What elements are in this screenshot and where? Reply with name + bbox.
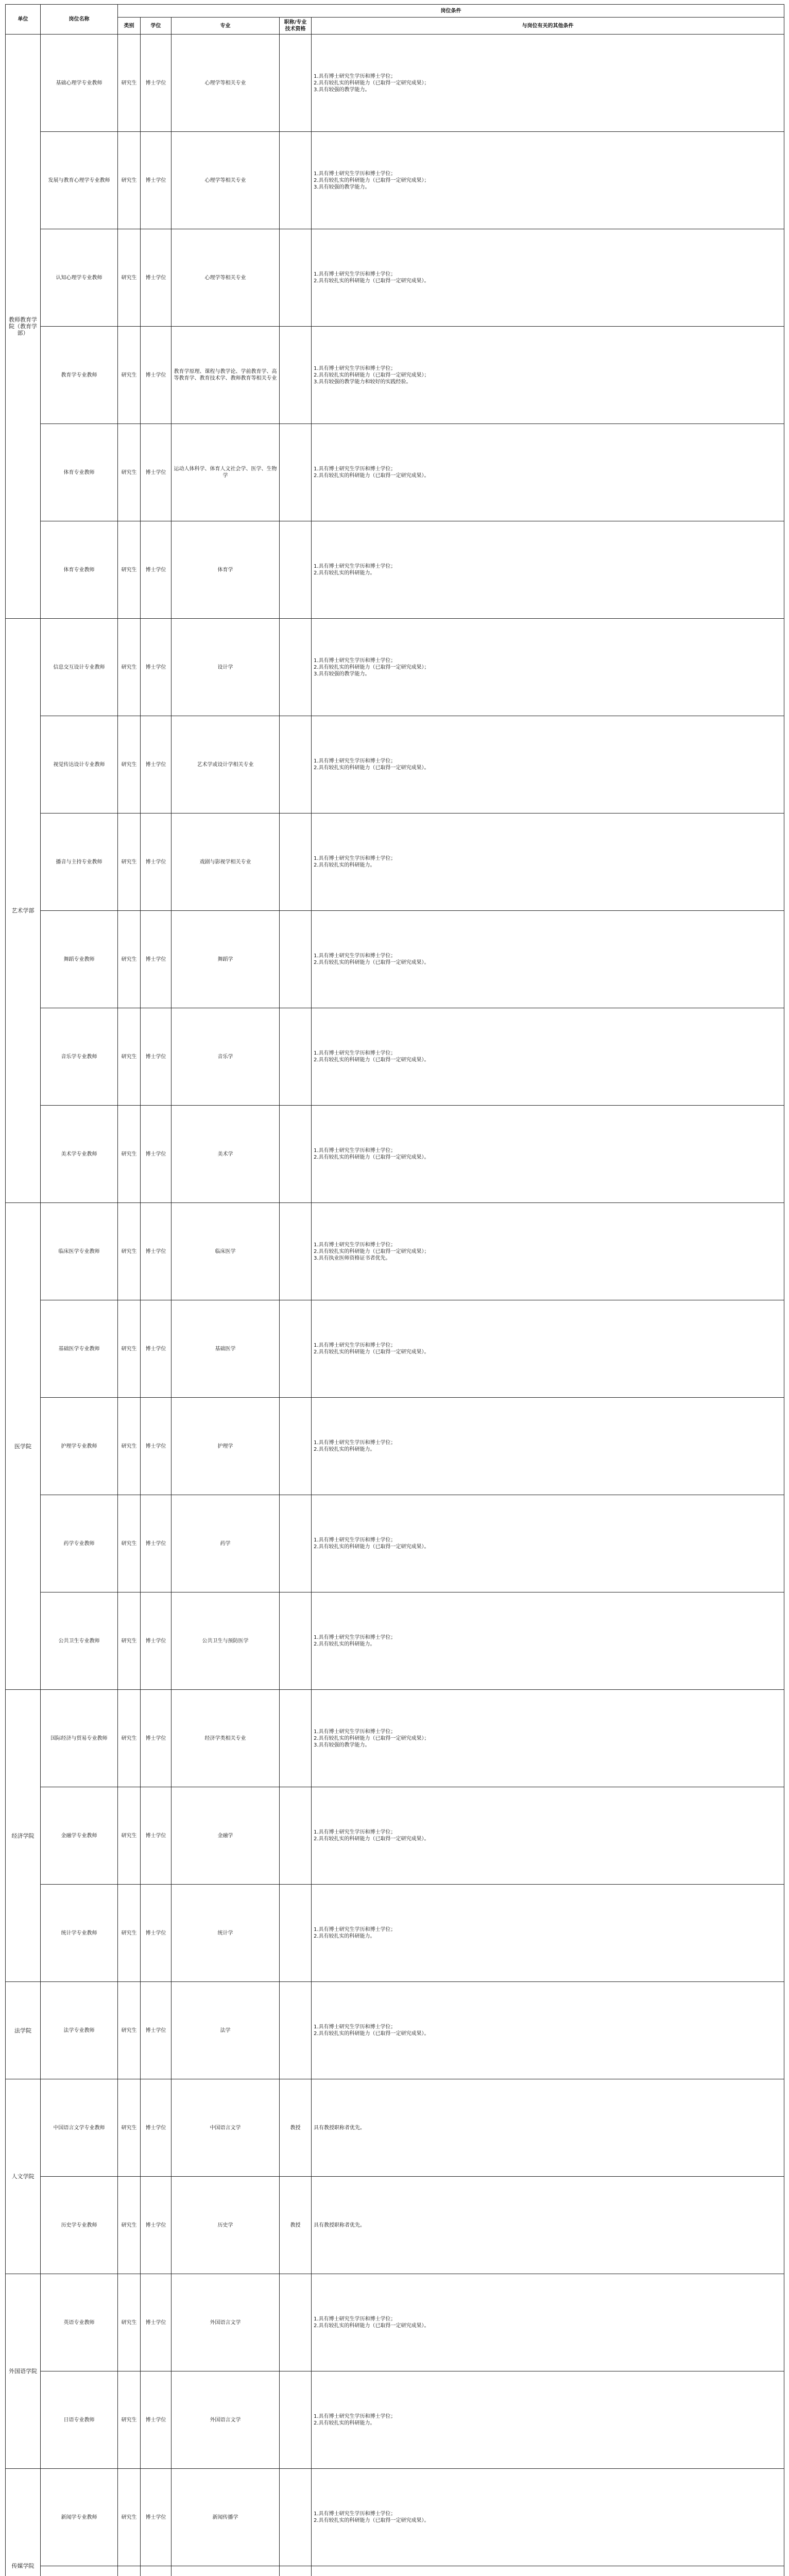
cell-title xyxy=(280,1106,312,1203)
cell-position: 法学专业教师 xyxy=(41,1982,118,2079)
table-row xyxy=(6,521,784,619)
cell-category: 研究生 xyxy=(118,132,141,229)
cell-category: 研究生 xyxy=(118,521,141,619)
cell-major: 音乐学 xyxy=(171,1008,280,1106)
cell-major: 教育学原理、课程与教学论、学前教育学、高等教育学、教育技术学、教师教育等相关专业 xyxy=(171,327,280,424)
cell-category: 研究生 xyxy=(118,1787,141,1885)
cell-degree: 博士学位 xyxy=(141,1495,171,1592)
table-row xyxy=(6,814,784,911)
cell-category: 研究生 xyxy=(118,911,141,1008)
cell-other-conditions: 1.具有博士研究生学历和博士学位； 2.具有较扎实的科研能力（已取得一定研究成果）。 xyxy=(312,1008,784,1106)
cell-title xyxy=(280,1495,312,1592)
cell-other-conditions: 1.具有博士研究生学历和博士学位； 2.具有较扎实的科研能力（已取得一定研究成果）。 xyxy=(312,2274,784,2371)
cell-title xyxy=(280,2566,312,2576)
cell-category: 研究生 xyxy=(118,2469,141,2566)
cell-degree: 博士学位 xyxy=(141,2079,171,2177)
cell-category xyxy=(118,2566,141,2576)
cell-category: 研究生 xyxy=(118,1495,141,1592)
header-conditions-group: 岗位条件 xyxy=(118,5,784,18)
cell-major: 历史学 xyxy=(171,2177,280,2274)
cell-category: 研究生 xyxy=(118,229,141,327)
cell-degree: 博士学位 xyxy=(141,619,171,716)
table-row xyxy=(6,424,784,521)
cell-position: 视觉传达设计专业教师 xyxy=(41,716,118,814)
cell-major: 心理学等相关专业 xyxy=(171,229,280,327)
cell-degree: 博士学位 xyxy=(141,327,171,424)
cell-unit: 艺术学部 xyxy=(6,619,41,1203)
cell-category: 研究生 xyxy=(118,1885,141,1982)
cell-position: 教育学专业教师 xyxy=(41,327,118,424)
cell-category: 研究生 xyxy=(118,1592,141,1690)
cell-other-conditions: 1.具有博士研究生学历和博士学位； 2.具有较扎实的科研能力（已取得一定研究成果）。 xyxy=(312,424,784,521)
cell-position: 药学专业教师 xyxy=(41,1495,118,1592)
cell-other-conditions: 1.具有博士研究生学历和博士学位； 2.具有较扎实的科研能力（已取得一定研究成果）； 3.具有执业医师资格证书者优先。 xyxy=(312,1203,784,1300)
cell-category: 研究生 xyxy=(118,2274,141,2371)
cell-title xyxy=(280,911,312,1008)
cell-other-conditions: 1.具有博士研究生学历和博士学位； 2.具有较扎实的科研能力。 xyxy=(312,1885,784,1982)
cell-unit: 教师教育学院（教育学部） xyxy=(6,35,41,619)
cell-other-conditions: 1.具有博士研究生学历和博士学位； 2.具有较扎实的科研能力（已取得一定研究成果）。 xyxy=(312,229,784,327)
cell-category: 研究生 xyxy=(118,716,141,814)
table-row xyxy=(6,1885,784,1982)
cell-other-conditions: 1.具有博士研究生学历和博士学位； 2.具有较扎实的科研能力。 xyxy=(312,1398,784,1495)
cell-degree: 博士学位 xyxy=(141,1008,171,1106)
cell-category: 研究生 xyxy=(118,2079,141,2177)
cell-category: 研究生 xyxy=(118,1008,141,1106)
header-category: 类别 xyxy=(118,18,141,35)
cell-unit: 经济学院 xyxy=(6,1690,41,1982)
cell-category: 研究生 xyxy=(118,1690,141,1787)
header-title: 职称/专业技术资格 xyxy=(280,18,312,35)
cell-position: 临床医学专业教师 xyxy=(41,1203,118,1300)
table-row xyxy=(6,2566,784,2576)
cell-major: 经济学类相关专业 xyxy=(171,1690,280,1787)
cell-title xyxy=(280,132,312,229)
table-row xyxy=(6,1495,784,1592)
table-row xyxy=(6,911,784,1008)
cell-degree: 博士学位 xyxy=(141,2274,171,2371)
cell-degree: 博士学位 xyxy=(141,1106,171,1203)
cell-position: 基础医学专业教师 xyxy=(41,1300,118,1398)
cell-major: 戏剧与影视学相关专业 xyxy=(171,814,280,911)
table-row xyxy=(6,1106,784,1203)
cell-degree: 博士学位 xyxy=(141,1690,171,1787)
cell-degree: 博士学位 xyxy=(141,229,171,327)
cell-title xyxy=(280,2469,312,2566)
cell-other-conditions: 具有教授职称者优先。 xyxy=(312,2079,784,2177)
cell-other-conditions: 1.具有博士研究生学历和博士学位； 2.具有较扎实的科研能力（已取得一定研究成果）； 3.具有较强的教学能力。 xyxy=(312,132,784,229)
cell-title xyxy=(280,716,312,814)
cell-title xyxy=(280,1982,312,2079)
table-row xyxy=(6,1398,784,1495)
cell-degree: 博士学位 xyxy=(141,814,171,911)
cell-category: 研究生 xyxy=(118,327,141,424)
cell-unit: 传媒学院 xyxy=(6,2469,41,2576)
cell-title xyxy=(280,619,312,716)
cell-major: 艺术学或设计学相关专业 xyxy=(171,716,280,814)
cell-title xyxy=(280,814,312,911)
cell-major: 设计学 xyxy=(171,619,280,716)
cell-position: 舞蹈专业教师 xyxy=(41,911,118,1008)
table-row xyxy=(6,35,784,132)
header-position: 岗位名称 xyxy=(41,5,118,35)
table-row xyxy=(6,2371,784,2469)
table-row xyxy=(6,2177,784,2274)
cell-major: 外国语言文学 xyxy=(171,2274,280,2371)
cell-title xyxy=(280,1787,312,1885)
cell-title xyxy=(280,1885,312,1982)
cell-title xyxy=(280,521,312,619)
cell-other-conditions: 1.具有博士研究生学历和博士学位； 2.具有较扎实的科研能力。 xyxy=(312,814,784,911)
cell-degree: 博士学位 xyxy=(141,1398,171,1495)
table-row xyxy=(6,1203,784,1300)
cell-position: 金融学专业教师 xyxy=(41,1787,118,1885)
cell-major: 新闻传播学 xyxy=(171,2469,280,2566)
cell-position: 体育专业教师 xyxy=(41,521,118,619)
table-row xyxy=(6,2079,784,2177)
cell-major: 护理学 xyxy=(171,1398,280,1495)
cell-category: 研究生 xyxy=(118,619,141,716)
cell-title xyxy=(280,1203,312,1300)
cell-position: 信息交互设计专业教师 xyxy=(41,619,118,716)
cell-degree: 博士学位 xyxy=(141,1787,171,1885)
cell-title xyxy=(280,229,312,327)
table-row xyxy=(6,619,784,716)
cell-major: 运动人体科学、体育人文社会学、医学、生物学 xyxy=(171,424,280,521)
cell-degree: 博士学位 xyxy=(141,35,171,132)
cell-degree: 博士学位 xyxy=(141,2469,171,2566)
cell-position: 体育专业教师 xyxy=(41,424,118,521)
cell-major: 药学 xyxy=(171,1495,280,1592)
cell-other-conditions: 1.具有博士研究生学历和博士学位； 2.具有较扎实的科研能力。 xyxy=(312,521,784,619)
cell-category: 研究生 xyxy=(118,1203,141,1300)
cell-position: 公共卫生专业教师 xyxy=(41,1592,118,1690)
cell-unit: 法学院 xyxy=(6,1982,41,2079)
cell-other-conditions: 1.具有博士研究生学历和博士学位； 2.具有较扎实的科研能力（已取得一定研究成果）。 xyxy=(312,2469,784,2566)
cell-degree: 博士学位 xyxy=(141,1982,171,2079)
cell-category: 研究生 xyxy=(118,424,141,521)
cell-major: 统计学 xyxy=(171,1885,280,1982)
table-row xyxy=(6,1787,784,1885)
cell-major: 心理学等相关专业 xyxy=(171,35,280,132)
header-degree: 学位 xyxy=(141,18,171,35)
table-row xyxy=(6,1982,784,2079)
header-other: 与岗位有关的其他条件 xyxy=(312,18,784,35)
cell-other-conditions: 1.具有博士研究生学历和博士学位； 2.具有较扎实的科研能力（已取得一定研究成果）； 3.具有较强的教学能力和较好的实践经验。 xyxy=(312,327,784,424)
cell-unit: 医学院 xyxy=(6,1203,41,1690)
cell-title xyxy=(280,1690,312,1787)
cell-position: 日语专业教师 xyxy=(41,2371,118,2469)
cell-category: 研究生 xyxy=(118,35,141,132)
table-row xyxy=(6,2469,784,2566)
table-row xyxy=(6,132,784,229)
cell-other-conditions: 1.具有博士研究生学历和博士学位； 2.具有较扎实的科研能力（已取得一定研究成果）； 3.具有较强的教学能力。 xyxy=(312,1690,784,1787)
cell-other-conditions: 1.具有博士研究生学历和博士学位； 2.具有较扎实的科研能力（已取得一定研究成果）。 xyxy=(312,1300,784,1398)
cell-degree: 博士学位 xyxy=(141,2371,171,2469)
cell-degree xyxy=(141,2566,171,2576)
cell-degree: 博士学位 xyxy=(141,521,171,619)
header-major: 专业 xyxy=(171,18,280,35)
cell-position xyxy=(41,2566,118,2576)
cell-major: 舞蹈学 xyxy=(171,911,280,1008)
cell-title xyxy=(280,1592,312,1690)
cell-position: 认知心理学专业教师 xyxy=(41,229,118,327)
cell-title xyxy=(280,1008,312,1106)
cell-major: 中国语言文学 xyxy=(171,2079,280,2177)
cell-position: 发展与教育心理学专业教师 xyxy=(41,132,118,229)
recruitment-table xyxy=(5,4,784,2576)
cell-position: 音乐学专业教师 xyxy=(41,1008,118,1106)
cell-degree: 博士学位 xyxy=(141,1300,171,1398)
cell-position: 历史学专业教师 xyxy=(41,2177,118,2274)
table-row xyxy=(6,229,784,327)
cell-major: 公共卫生与预防医学 xyxy=(171,1592,280,1690)
table-row xyxy=(6,1690,784,1787)
cell-position: 中国语言文学专业教师 xyxy=(41,2079,118,2177)
cell-degree: 博士学位 xyxy=(141,424,171,521)
cell-major: 外国语言文学 xyxy=(171,2371,280,2469)
cell-title xyxy=(280,1398,312,1495)
cell-degree: 博士学位 xyxy=(141,911,171,1008)
cell-other-conditions: 1.具有博士研究生学历和博士学位； 2.具有较扎实的科研能力（已取得一定研究成果）。 xyxy=(312,1982,784,2079)
cell-position: 新闻学专业教师 xyxy=(41,2469,118,2566)
cell-title xyxy=(280,424,312,521)
cell-major: 体育学 xyxy=(171,521,280,619)
cell-degree: 博士学位 xyxy=(141,1885,171,1982)
cell-position: 护理学专业教师 xyxy=(41,1398,118,1495)
table-row xyxy=(6,716,784,814)
cell-degree: 博士学位 xyxy=(141,1203,171,1300)
cell-title xyxy=(280,2274,312,2371)
cell-other-conditions: 1.具有博士研究生学历和博士学位； 2.具有较扎实的科研能力（已取得一定研究成果）。 xyxy=(312,1106,784,1203)
cell-category: 研究生 xyxy=(118,2177,141,2274)
cell-degree: 博士学位 xyxy=(141,132,171,229)
cell-category: 研究生 xyxy=(118,2371,141,2469)
cell-category: 研究生 xyxy=(118,814,141,911)
cell-category: 研究生 xyxy=(118,1398,141,1495)
cell-other-conditions: 1.具有博士研究生学历和博士学位； 2.具有较扎实的科研能力（已取得一定研究成果）； 3.具有较强的教学能力。 xyxy=(312,35,784,132)
cell-other-conditions: 1.具有博士研究生学历和博士学位； 2.具有较扎实的科研能力。 xyxy=(312,2371,784,2469)
cell-other-conditions: 1.具有博士研究生学历和博士学位； 2.具有较扎实的科研能力（已取得一定研究成果）。 xyxy=(312,911,784,1008)
cell-unit: 人文学院 xyxy=(6,2079,41,2274)
table-row xyxy=(6,327,784,424)
cell-major: 法学 xyxy=(171,1982,280,2079)
cell-other-conditions: 1.具有博士研究生学历和博士学位； 2.具有较扎实的科研能力（已取得一定研究成果）。 xyxy=(312,1787,784,1885)
cell-other-conditions xyxy=(312,2566,784,2576)
cell-position: 基础心理学专业教师 xyxy=(41,35,118,132)
cell-degree: 博士学位 xyxy=(141,716,171,814)
table-row xyxy=(6,1300,784,1398)
cell-other-conditions: 具有教授职称者优先。 xyxy=(312,2177,784,2274)
cell-title: 教授 xyxy=(280,2177,312,2274)
table-body xyxy=(6,35,784,2576)
cell-title xyxy=(280,2371,312,2469)
cell-degree: 博士学位 xyxy=(141,2177,171,2274)
table-row xyxy=(6,1008,784,1106)
cell-major xyxy=(171,2566,280,2576)
cell-title xyxy=(280,35,312,132)
cell-major: 金融学 xyxy=(171,1787,280,1885)
cell-position: 统计学专业教师 xyxy=(41,1885,118,1982)
cell-unit: 外国语学院 xyxy=(6,2274,41,2469)
cell-degree: 博士学位 xyxy=(141,1592,171,1690)
cell-other-conditions: 1.具有博士研究生学历和博士学位； 2.具有较扎实的科研能力（已取得一定研究成果）； 3.具有较强的教学能力。 xyxy=(312,619,784,716)
cell-position: 英语专业教师 xyxy=(41,2274,118,2371)
cell-title xyxy=(280,1300,312,1398)
cell-position: 美术学专业教师 xyxy=(41,1106,118,1203)
cell-major: 基础医学 xyxy=(171,1300,280,1398)
table-row xyxy=(6,2274,784,2371)
cell-major: 心理学等相关专业 xyxy=(171,132,280,229)
cell-position: 国际经济与贸易专业教师 xyxy=(41,1690,118,1787)
cell-title xyxy=(280,327,312,424)
cell-major: 美术学 xyxy=(171,1106,280,1203)
cell-category: 研究生 xyxy=(118,1982,141,2079)
recruitment-table-sheet xyxy=(5,4,784,2576)
cell-category: 研究生 xyxy=(118,1106,141,1203)
cell-major: 临床医学 xyxy=(171,1203,280,1300)
cell-category: 研究生 xyxy=(118,1300,141,1398)
cell-title: 教授 xyxy=(280,2079,312,2177)
cell-other-conditions: 1.具有博士研究生学历和博士学位； 2.具有较扎实的科研能力（已取得一定研究成果）。 xyxy=(312,1495,784,1592)
table-row xyxy=(6,1592,784,1690)
cell-other-conditions: 1.具有博士研究生学历和博士学位； 2.具有较扎实的科研能力（已取得一定研究成果）。 xyxy=(312,716,784,814)
cell-other-conditions: 1.具有博士研究生学历和博士学位； 2.具有较扎实的科研能力。 xyxy=(312,1592,784,1690)
header-unit: 单位 xyxy=(6,5,41,35)
cell-position: 播音与主持专业教师 xyxy=(41,814,118,911)
